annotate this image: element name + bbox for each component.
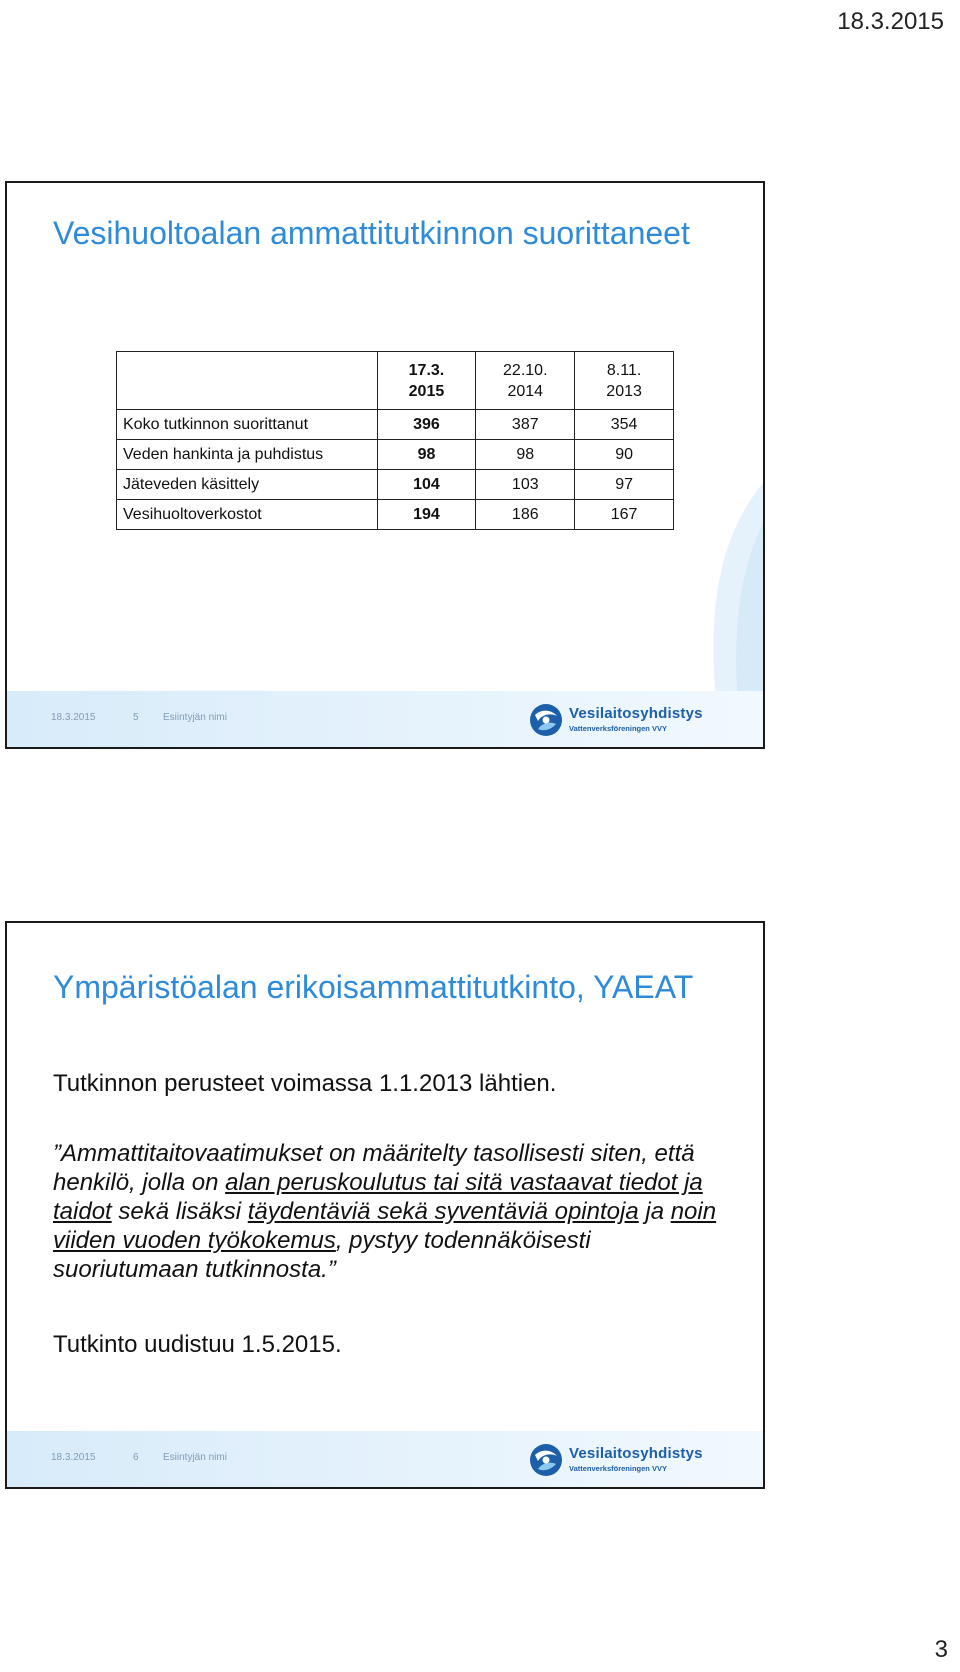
logo-subtitle: Vattenverksföreningen VVY [569, 724, 667, 733]
cell-value: 104 [377, 470, 476, 500]
footer-date: 18.3.2015 [51, 1452, 96, 1463]
header-date-line: 17.3. [408, 361, 445, 379]
row-label: Koko tutkinnon suorittanut [117, 410, 378, 440]
slide-6 [5, 921, 765, 1489]
competence-quote [53, 1139, 733, 1284]
table-header-empty [117, 352, 378, 410]
validity-text: Tutkinnon perusteet voimassa 1.1.2013 lähtien. [53, 1070, 557, 1097]
header-date-line: 8.11. [606, 361, 642, 379]
logo-subtitle: Vattenverksföreningen VVY [569, 1464, 667, 1473]
page-number: 3 [934, 1636, 948, 1663]
cell-value: 167 [575, 500, 674, 530]
table-row [117, 440, 674, 470]
footer-slide-number: 5 [133, 712, 139, 723]
cell-value: 90 [575, 440, 674, 470]
footer-slide-number: 6 [133, 1452, 139, 1463]
cell-value: 98 [377, 440, 476, 470]
slide-footer [7, 1431, 763, 1487]
graduates-table [116, 351, 674, 530]
table-row [117, 410, 674, 440]
cell-value: 186 [476, 500, 575, 530]
quote-text: ”Ammattitaitovaatimukset on määritelty tasollisesti siten, että henkilö, jolla on [53, 1140, 695, 1196]
quote-text: sekä lisäksi [111, 1198, 248, 1225]
table-header-row [117, 352, 674, 410]
table-header-cell [377, 352, 476, 410]
table-header-cell [476, 352, 575, 410]
cell-value: 103 [476, 470, 575, 500]
cell-value: 354 [575, 410, 674, 440]
footer-date: 18.3.2015 [51, 712, 96, 723]
table-row [117, 500, 674, 530]
slide-title: Vesihuoltoalan ammattitutkinnon suorittaneet [53, 215, 690, 251]
water-drop-swirl-logo-icon [529, 1443, 563, 1477]
quote-underlined: täydentäviä sekä syventäviä opintoja [247, 1198, 639, 1225]
quote-text: ja [638, 1198, 671, 1225]
footer-presenter: Esiintyjän nimi [163, 1452, 227, 1463]
quote-text: , pystyy todennäköisesti suoriutumaan tutkinnosta.” [53, 1227, 591, 1283]
cell-value: 396 [377, 410, 476, 440]
slide-footer [7, 691, 763, 747]
vesilaitosyhdistys-logo [529, 699, 703, 741]
cell-value: 98 [476, 440, 575, 470]
footer-presenter: Esiintyjän nimi [163, 712, 227, 723]
header-year-line: 2015 [408, 382, 445, 400]
cell-value: 387 [476, 410, 575, 440]
header-date-line: 22.10. [503, 361, 548, 379]
slide-title: Ympäristöalan erikoisammattitutkinto, YAEAT [53, 969, 694, 1005]
table-row [117, 470, 674, 500]
vesilaitosyhdistys-logo [529, 1439, 703, 1481]
row-label: Jäteveden käsittely [117, 470, 378, 500]
header-year-line: 2014 [507, 382, 544, 400]
page-date: 18.3.2015 [837, 8, 944, 35]
slide-5 [5, 181, 765, 749]
header-year-line: 2013 [606, 382, 642, 400]
logo-name: Vesilaitosyhdistys [569, 1445, 703, 1462]
row-label: Veden hankinta ja puhdistus [117, 440, 378, 470]
row-label: Vesihuoltoverkostot [117, 500, 378, 530]
quote-underlined: noin viiden vuoden työkokemus [53, 1198, 717, 1254]
cell-value: 194 [377, 500, 476, 530]
cell-value: 97 [575, 470, 674, 500]
logo-name: Vesilaitosyhdistys [569, 705, 703, 722]
renewal-text: Tutkinto uudistuu 1.5.2015. [53, 1331, 342, 1358]
quote-underlined: alan peruskoulutus tai sitä vastaavat tiedot ja taidot [53, 1169, 703, 1225]
water-drop-swirl-logo-icon [529, 703, 563, 737]
table-header-cell [575, 352, 674, 410]
